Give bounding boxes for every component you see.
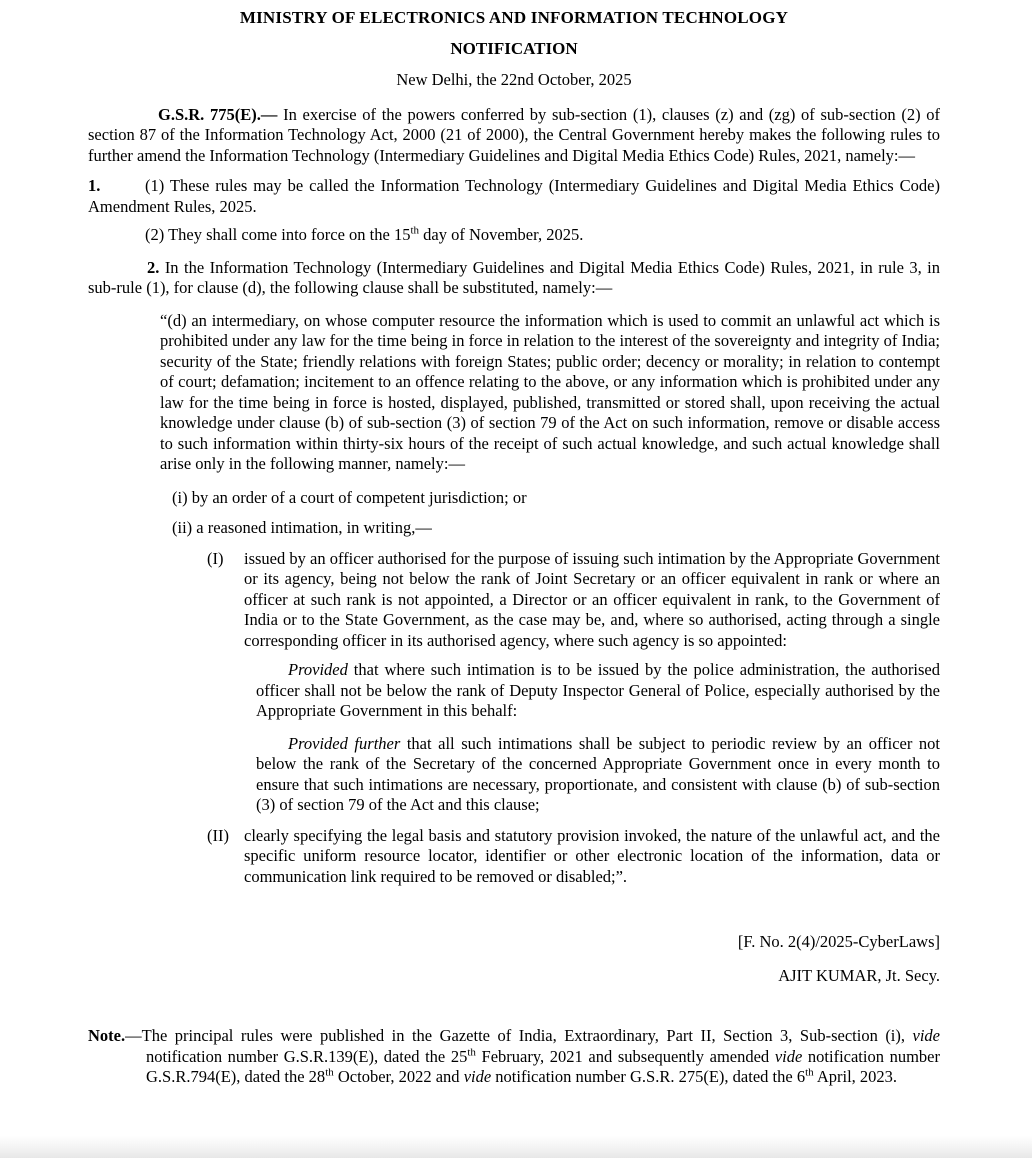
clause-d-item-I (207, 549, 940, 652)
proviso1-lead: Provided (288, 660, 348, 679)
proviso2-lead: Provided further (288, 733, 401, 753)
note-text-5: notification number G.S.R. 275(E), dated the 6 (491, 1067, 806, 1086)
rule1-sub2-paragraph (88, 225, 940, 246)
page-bottom-shadow (0, 1136, 1032, 1158)
note-vide-3: vide (463, 1067, 492, 1086)
gsr-opening-paragraph (88, 105, 940, 167)
note-text-1: notification number G.S.R.139(E), dated the 25 (146, 1046, 468, 1066)
clause-d-item-i: (i) by an order of a court of competent jurisdiction; or (172, 487, 527, 507)
rule1-sub1-paragraph (88, 176, 940, 217)
rule2-number: 2. (147, 257, 160, 277)
proviso2-text: that all such intimations shall be subject to periodic review by an officer not below the rank of the Secretary of the concerned Appropriate Government once in every month to ensure that such intimations are necessary, proportionate, and consistent with clause (b) of sub-section (3) of section 79 of the Act and this clause; (256, 733, 941, 814)
rule2-paragraph (88, 258, 940, 299)
rule1-number: 1. (88, 176, 101, 195)
item-I-text: issued by an officer authorised for the purpose of issuing such intimation by the Appropriate Government or its agency, being not below the rank of Joint Secretary or an officer equivalent in rank or where an officer at such rank is not appointed, a Director or an officer equivalent in rank, to the Government of India or to the State Government, as the case may be, and, where so authorised, acting through a single corresponding officer in its authorised agency, where such agency is so appointed: (244, 548, 940, 650)
dateline: New Delhi, the 22nd October, 2025 (396, 70, 632, 89)
note-vide-2: vide (774, 1046, 803, 1066)
file-number: [F. No. 2(4)/2025-CyberLaws] (737, 932, 940, 951)
note-text-4: October, 2022 and (333, 1067, 464, 1086)
note-label: Note. (88, 1026, 126, 1045)
ordinal-superscript: th (410, 224, 420, 237)
item-II-marker: (II) (207, 825, 229, 845)
proviso1-text: that where such intimation is to be issued by the police administration, the authorised officer shall not be below the rank of Deputy Inspector General of Police, especially authorised by the Appropriate Government in this behalf: (256, 660, 940, 720)
footnote-paragraph (88, 1026, 940, 1088)
ordinal-superscript: th (805, 1066, 814, 1079)
note-vide-1: vide (912, 1026, 940, 1045)
gsr-text: In exercise of the powers conferred by sub-section (1), clauses (z) and (zg) of sub-section (2) of section 87 of the Information Technology Act, 2000 (21 of 2000), the Central Government hereby makes the following rules to further amend the Information Technology (Intermediary Guidelines and Digital Media Ethics Code) Rules, 2021, namely:— (88, 104, 941, 165)
clause-d-item-ii: (ii) a reasoned intimation, in writing,— (172, 518, 432, 537)
ministry-heading: MINISTRY OF ELECTRONICS AND INFORMATION TECHNOLOGY (239, 8, 789, 27)
note-text-6: April, 2023. (813, 1067, 898, 1086)
ordinal-superscript: th (325, 1066, 334, 1079)
rule1-sub2-pre: (2) They shall come into force on the 15 (145, 225, 411, 244)
clause-d-paragraph: “(d) an intermediary, on whose computer resource the information which is used to commit an unlawful act which is prohibited under any law for the time being in force in relation to the interest of the sovereignty and integrity of India; security of the State; friendly relations with foreign States; public order; decency or morality; in relation to contempt of court; defamation; incitement to an offence relating to the above, or any information which is prohibited under any law for the time being in force is hosted, displayed, published, transmitted or stored shall, upon receiving the actual knowledge under clause (b) of sub-section (3) of section 79 of the Act on such information, remove or disable access to such information within thirty-six hours of the receipt of such actual knowledge, and such actual knowledge shall arise only in the following manner, namely:— (160, 310, 940, 473)
first-proviso-paragraph (256, 660, 940, 722)
gsr-number: G.S.R. 775(E).— (158, 104, 278, 124)
second-proviso-paragraph (256, 734, 940, 816)
rule2-text: In the Information Technology (Intermediary Guidelines and Digital Media Ethics Code) Rules, 2021, in rule 3, in sub-rule (1), for clause (d), the following clause shall be substituted, namely:— (88, 257, 940, 297)
rule1-sub1-text: (1) These rules may be called the Information Technology (Intermediary Guidelines and Digital Media Ethics Code) Amendment Rules, 2025. (88, 176, 940, 216)
rule1-sub2-post: day of November, 2025. (419, 225, 584, 244)
note-text-3: notification number G.S.R.794(E), dated the 28 (146, 1046, 940, 1086)
signatory: AJIT KUMAR, Jt. Secy. (778, 965, 940, 985)
notification-heading: NOTIFICATION (450, 39, 578, 58)
item-II-text: clearly specifying the legal basis and statutory provision invoked, the nature of the unlawful act, and the specific uniform resource locator, identifier or other electronic location of the information, data or communication link required to be removed or disabled;”. (244, 825, 940, 886)
clause-d-item-II (207, 826, 940, 888)
note-text-2: February, 2021 and subsequently amended (475, 1046, 775, 1066)
note-text-0: —The principal rules were published in the Gazette of India, Extraordinary, Part II, Section 3, Sub-section (i), (125, 1026, 913, 1045)
ordinal-superscript: th (467, 1046, 476, 1058)
item-I-marker: (I) (207, 548, 224, 568)
